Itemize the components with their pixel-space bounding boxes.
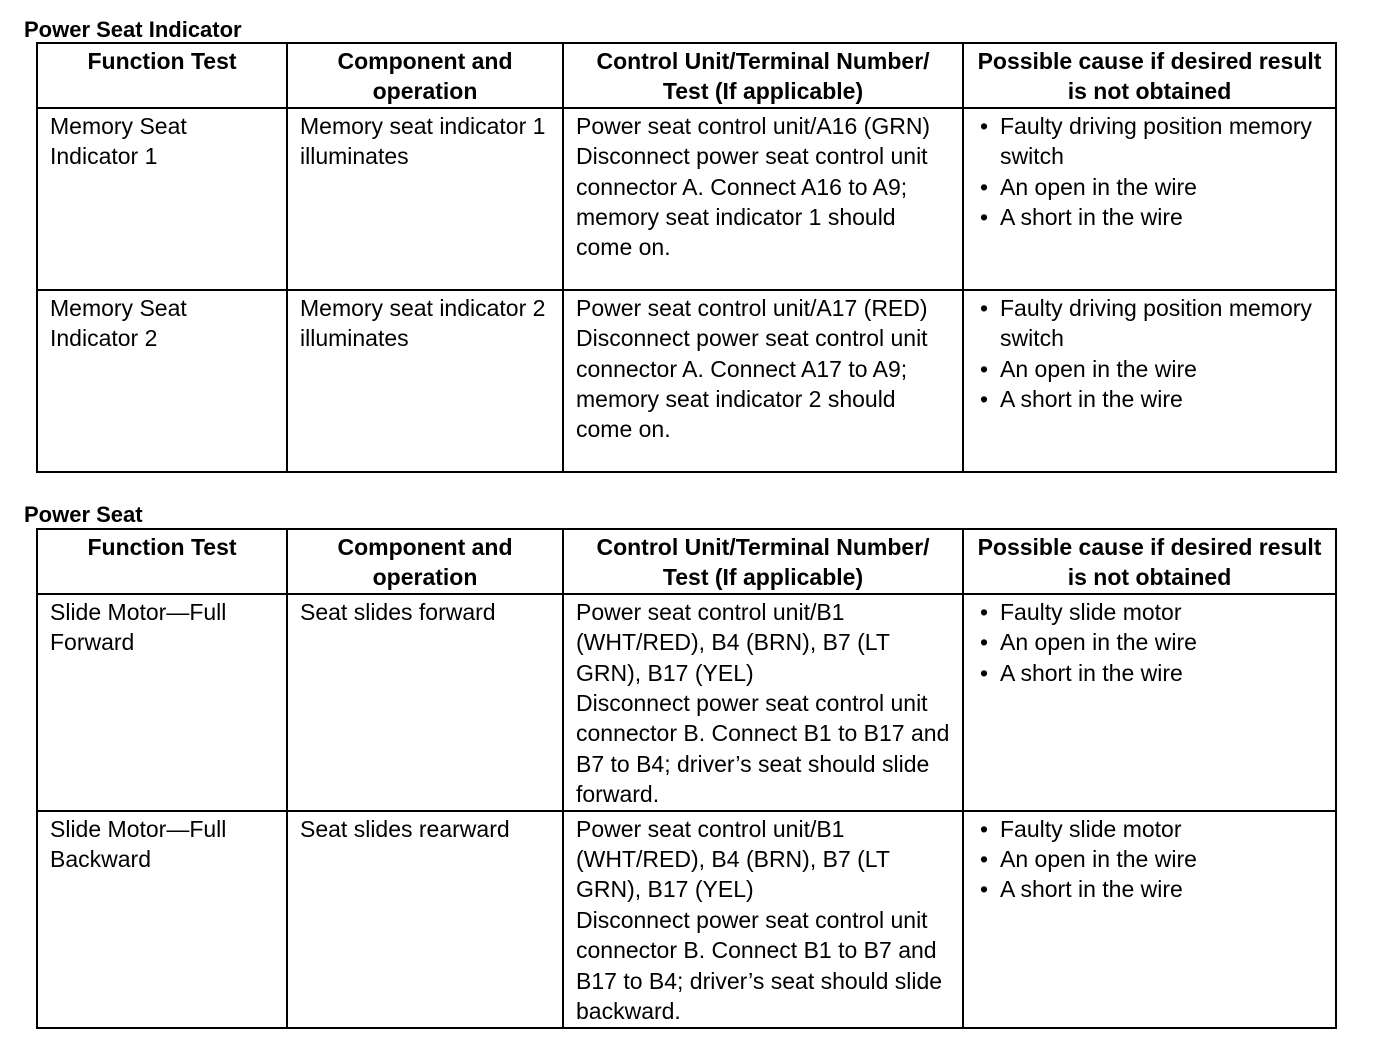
cause-cell bbox=[963, 811, 1336, 1028]
control-cell: Power seat control unit/B1 (WHT/RED), B4 (BRN), B7 (LT GRN), B17 (YEL) Disconnect power seat control unit connector B. Connect B1 to B17 and B7 to B4; driver’s seat should slide forward. bbox=[563, 594, 963, 811]
table-row bbox=[37, 811, 1336, 1028]
header-function-test: Function Test bbox=[37, 43, 287, 108]
header-control-unit: Control Unit/Terminal Number/ Test (If applicable) bbox=[563, 43, 963, 108]
cause-item: • An open in the wire bbox=[976, 354, 1325, 384]
header-control-unit: Control Unit/Terminal Number/ Test (If applicable) bbox=[563, 529, 963, 594]
function-cell: Slide Motor—Full Forward bbox=[37, 594, 287, 811]
cause-cell bbox=[963, 290, 1336, 472]
cause-item: • An open in the wire bbox=[976, 844, 1325, 874]
component-cell: Memory seat indicator 1 illuminates bbox=[287, 108, 563, 290]
cause-item: • Faulty slide motor bbox=[976, 814, 1325, 844]
cause-cell bbox=[963, 594, 1336, 811]
control-cell: Power seat control unit/A16 (GRN) Disconnect power seat control unit connector A. Connect A16 to A9; memory seat indicator 1 should come on. bbox=[563, 108, 963, 290]
function-cell: Slide Motor—Full Backward bbox=[37, 811, 287, 1028]
function-cell: Memory Seat Indicator 1 bbox=[37, 108, 287, 290]
cause-item: • Faulty driving position memory switch bbox=[976, 293, 1325, 354]
header-row bbox=[37, 529, 1336, 594]
cause-item: • A short in the wire bbox=[976, 384, 1325, 414]
cause-item: • An open in the wire bbox=[976, 172, 1325, 202]
component-cell: Memory seat indicator 2 illuminates bbox=[287, 290, 563, 472]
table-row bbox=[37, 594, 1336, 811]
cause-cell bbox=[963, 108, 1336, 290]
cause-list bbox=[976, 111, 1325, 233]
header-row bbox=[37, 43, 1336, 108]
cause-list bbox=[976, 597, 1325, 688]
section-title-power-seat: Power Seat bbox=[24, 502, 143, 527]
header-possible-cause: Possible cause if desired result is not obtained bbox=[963, 529, 1336, 594]
cause-item: • Faulty driving position memory switch bbox=[976, 111, 1325, 172]
cause-item: • A short in the wire bbox=[976, 658, 1325, 688]
cause-list bbox=[976, 293, 1325, 415]
power-seat-table bbox=[36, 528, 1337, 1029]
section-title-power-seat-indicator: Power Seat Indicator bbox=[24, 17, 242, 42]
table-row bbox=[37, 290, 1336, 472]
function-cell: Memory Seat Indicator 2 bbox=[37, 290, 287, 472]
header-component: Component and operation bbox=[287, 43, 563, 108]
header-function-test: Function Test bbox=[37, 529, 287, 594]
header-possible-cause: Possible cause if desired result is not obtained bbox=[963, 43, 1336, 108]
power-seat-indicator-table bbox=[36, 42, 1337, 473]
cause-list bbox=[976, 814, 1325, 905]
control-cell: Power seat control unit/A17 (RED) Disconnect power seat control unit connector A. Connect A17 to A9; memory seat indicator 2 should come on. bbox=[563, 290, 963, 472]
control-cell: Power seat control unit/B1 (WHT/RED), B4 (BRN), B7 (LT GRN), B17 (YEL) Disconnect power seat control unit connector B. Connect B1 to B7 and B17 to B4; driver’s seat should slide backward. bbox=[563, 811, 963, 1028]
component-cell: Seat slides forward bbox=[287, 594, 563, 811]
cause-item: • A short in the wire bbox=[976, 874, 1325, 904]
header-component: Component and operation bbox=[287, 529, 563, 594]
cause-item: • A short in the wire bbox=[976, 202, 1325, 232]
cause-item: • An open in the wire bbox=[976, 627, 1325, 657]
component-cell: Seat slides rearward bbox=[287, 811, 563, 1028]
table-row bbox=[37, 108, 1336, 290]
cause-item: • Faulty slide motor bbox=[976, 597, 1325, 627]
